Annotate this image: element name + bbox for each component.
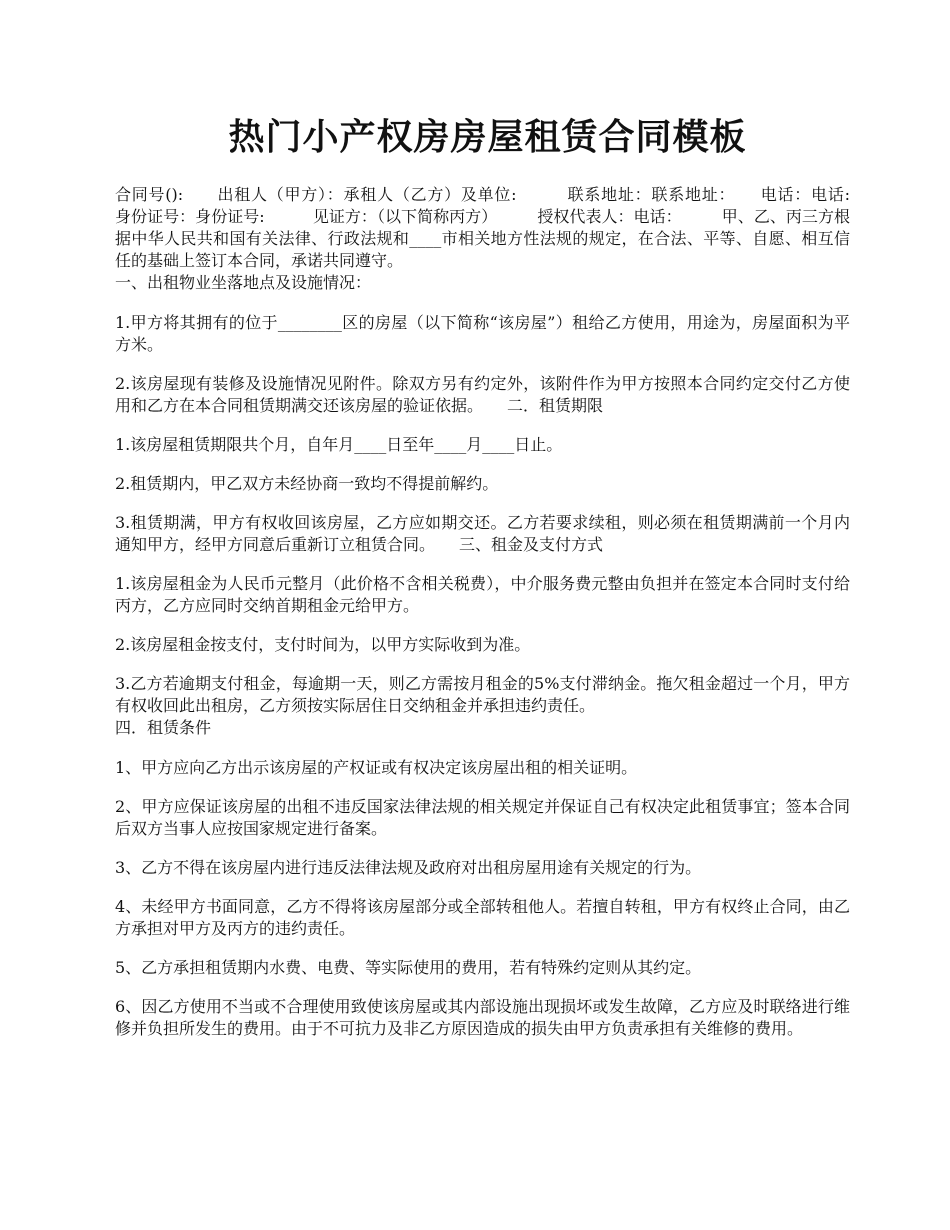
document-title: 热门小产权房房屋租赁合同模板 bbox=[228, 117, 747, 158]
clause-4-3: 3、乙方不得在该房屋内进行违反法律法规及政府对出租房屋用途有关规定的行为。 bbox=[115, 858, 702, 877]
clause-2-2: 2.租赁期内，甲乙双方未经协商一致均不得提前解约。 bbox=[115, 474, 499, 493]
section-heading-4: 四．租赁条件 bbox=[115, 718, 212, 737]
clause-2-1: 1.该房屋租赁期限共个月，自年月____日至年____月____日止。 bbox=[115, 435, 563, 454]
clause-1-2: 2.该房屋现有装修及设施情况见附件。除双方另有约定外，该附件作为甲方按照本合同约定交付乙方使用和乙方在本合同租赁期满交还该房屋的验证依据。 二．租赁期限 bbox=[115, 374, 850, 415]
clause-3-1: 1.该房屋租金为人民币元整月（此价格不含相关税费），中介服务费元整由负担并在签定本合同时支付给丙方，乙方应同时交纳首期租金元给甲方。 bbox=[115, 574, 850, 615]
clause-4-4: 4、未经甲方书面同意，乙方不得将该房屋部分或全部转租他人。若擅自转租，甲方有权终止合同，由乙方承担对甲方及丙方的违约责任。 bbox=[115, 897, 850, 938]
clause-4-2: 2、甲方应保证该房屋的出租不违反国家法律法规的相关规定并保证自己有权决定此租赁事宜；签本合同后双方当事人应按国家规定进行备案。 bbox=[115, 797, 850, 838]
clause-3-3: 3.乙方若逾期支付租金，每逾期一天，则乙方需按月租金的5%支付滞纳金。拖欠租金超过一个月，甲方有权收回此出租房，乙方须按实际居住日交纳租金并承担违约责任。 bbox=[115, 674, 850, 715]
header-paragraph: 合同号(): 出租人（甲方）：承租人（乙方）及单位: 联系地址：联系地址： 电话：电话: 身份证号：身份证号: 见证方：（以下简称丙方） 授权代表人：电话： 甲、乙、丙三方根据中华人民共和国有关法律、行政法规和____市相关地方性法规的规定，在合法、平等、自愿、相互信任的基础上签订本合同，承诺共同遵守。 bbox=[115, 185, 899, 270]
section-heading-1: 一、出租物业坐落地点及设施情况： bbox=[115, 273, 372, 292]
clause-4-1: 1、甲方应向乙方出示该房屋的产权证或有权决定该房屋出租的相关证明。 bbox=[115, 758, 638, 777]
clause-1-1: 1.甲方将其拥有的位于________区的房屋（以下简称“该房屋”）租给乙方使用，用途为，房屋面积为平方米。 bbox=[115, 313, 850, 354]
clause-4-5: 5、乙方承担租赁期内水费、电费、等实际使用的费用，若有特殊约定则从其约定。 bbox=[115, 958, 702, 977]
clause-2-3: 3.租赁期满，甲方有权收回该房屋，乙方应如期交还。乙方若要求续租，则必须在租赁期满前一个月内通知甲方，经甲方同意后重新订立租赁合同。 三、租金及支付方式 bbox=[115, 513, 850, 554]
document-page bbox=[115, 112, 899, 1057]
clause-3-2: 2.该房屋租金按支付，支付时间为，以甲方实际收到为准。 bbox=[115, 635, 531, 654]
clause-4-6: 6、因乙方使用不当或不合理使用致使该房屋或其内部设施出现损坏或发生故障，乙方应及时联络进行维修并负担所发生的费用。由于不可抗力及非乙方原因造成的损失由甲方负责承担有关维修的费用。 bbox=[115, 997, 850, 1038]
